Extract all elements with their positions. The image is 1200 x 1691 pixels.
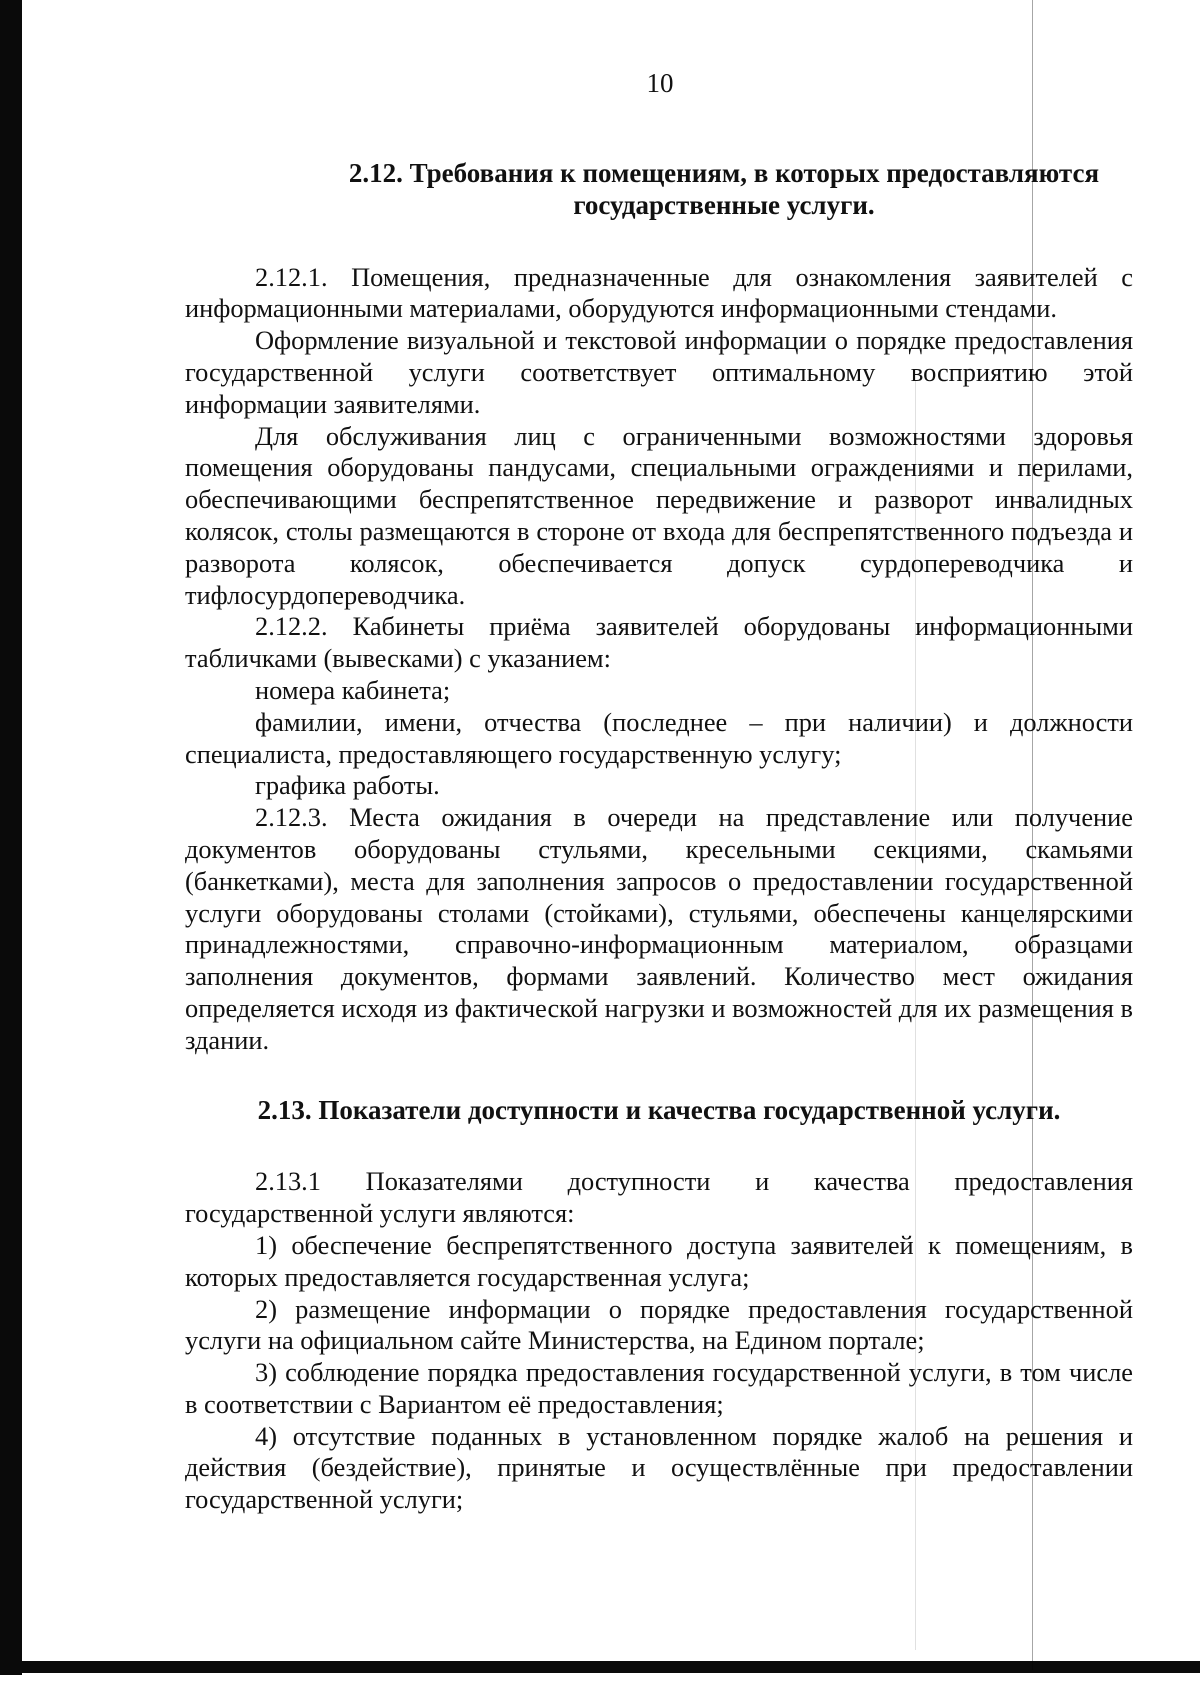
- list-item-specialist-name: фамилии, имени, отчества (последнее – при наличии) и должности специалиста, предоставляющего государственную услугу;: [185, 706, 1133, 769]
- paragraph-2-13-1: 2.13.1 Показателями доступности и качества предоставления государственной услуги являются:: [185, 1166, 1133, 1229]
- document-body: [185, 158, 1133, 1516]
- list-item-4: 4) отсутствие поданных в установленном порядке жалоб на решения и действия (бездействие), принятые и осуществлённые при предоставлении государственной услуги;: [185, 1420, 1133, 1515]
- list-item-2: 2) размещение информации о порядке предоставления государственной услуги на официальном сайте Министерства, на Едином портале;: [185, 1293, 1133, 1356]
- section-heading-2-12-line1: 2.12. Требования к помещениям, в которых предоставляются: [348, 158, 1100, 188]
- section-heading-2-13: 2.13. Показатели доступности и качества государственной услуги.: [257, 1094, 1061, 1125]
- paragraph-design: Оформление визуальной и текстовой информации о порядке предоставления государственной услуги соответствует оптимальному восприятию этой информации заявителями.: [185, 325, 1133, 419]
- section-heading-2-12-line2: государственные услуги.: [573, 189, 875, 220]
- scan-edge-bottom: [18, 1661, 1200, 1673]
- page-number: 10: [646, 68, 674, 98]
- list-item-3: 3) соблюдение порядка предоставления государственной услуги, в том числе в соответствии с Вариантом её предоставления;: [185, 1357, 1133, 1419]
- paragraph-accessibility: Для обслуживания лиц с ограниченными возможностями здоровья помещения оборудованы пандусами, специальными ограждениями и перилами, обеспечивающими беспрепятственное передвижение и разворот инвалидных колясок, столы размещаются в стороне от входа для беспрепятственного подъезда и разворота колясок, обеспечивается допуск сурдопереводчика и тифлосурдопереводчика.: [185, 420, 1133, 610]
- paragraph-2-12-1: 2.12.1. Помещения, предназначенные для ознакомления заявителей с информационными материалами, оборудуются информационными стендами.: [185, 261, 1133, 324]
- list-item-room-number: номера кабинета;: [255, 674, 451, 705]
- scan-edge-left: [0, 0, 22, 1675]
- paragraph-2-12-3: 2.12.3. Места ожидания в очереди на представление или получение документов оборудованы стульями, кресельными секциями, скамьями (банкетками), места для заполнения запросов о предоставлении государственной услуги оборудованы столами (стойками), стульями, обеспечены канцелярскими принадлежностями, справочно-информационным материалом, образцами заполнения документов, формами заявлений. Количество мест ожидания определяется исходя из фактической нагрузки и возможностей для их размещения в здании.: [185, 802, 1133, 1055]
- list-item-schedule: графика работы.: [255, 770, 440, 801]
- list-item-1: 1) обеспечение беспрепятственного доступа заявителей к помещениям, в которых предоставляется государственная услуга;: [185, 1229, 1133, 1292]
- paragraph-2-12-2: 2.12.2. Кабинеты приёма заявителей оборудованы информационными табличками (вывесками) с указанием:: [185, 611, 1133, 674]
